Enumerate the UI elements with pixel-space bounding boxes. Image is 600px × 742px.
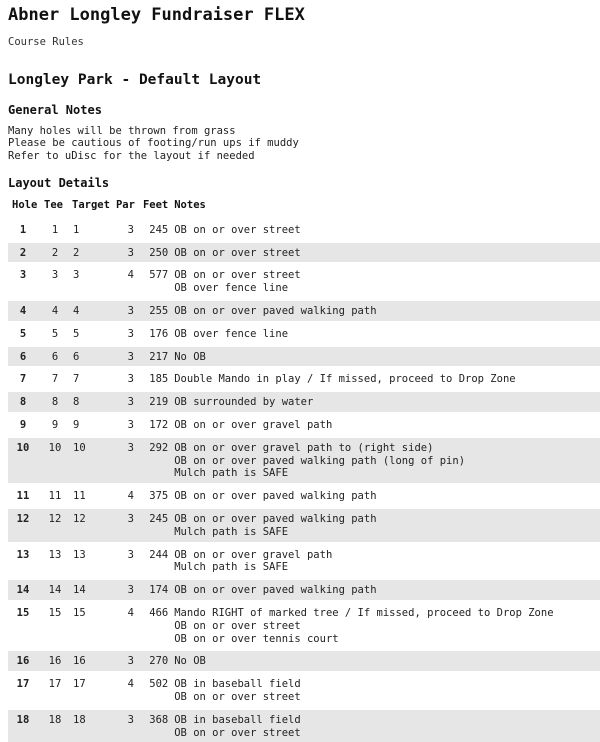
- feet-cell: 270: [140, 650, 171, 673]
- note-line: OB on or over street: [174, 619, 301, 632]
- table-row: [8, 436, 600, 484]
- feet-cell: 172: [140, 414, 171, 437]
- notes-cell: [171, 368, 600, 391]
- table-row: [8, 579, 600, 602]
- table-row: [8, 485, 600, 508]
- hole-cell: 12: [8, 508, 41, 544]
- par-cell: 3: [113, 345, 140, 368]
- hole-cell: 9: [8, 414, 41, 437]
- layout-heading: Layout Details: [8, 175, 110, 190]
- tee-cell: 18: [41, 708, 69, 742]
- par-cell: 3: [113, 508, 140, 544]
- hole-cell: 4: [8, 300, 41, 323]
- table-row: [8, 241, 600, 264]
- tee-cell: 8: [41, 391, 69, 414]
- note-line: OB on or over tennis court: [174, 632, 339, 645]
- notes-cell: [171, 673, 600, 709]
- tee-cell: 9: [41, 414, 69, 437]
- notes-cell: [171, 264, 600, 300]
- target-cell: 10: [69, 436, 113, 484]
- table-header-row: [8, 199, 600, 219]
- notes-cell: [171, 218, 600, 241]
- table-row: [8, 650, 600, 673]
- hole-cell: 3: [8, 264, 41, 300]
- layout-table: [8, 199, 600, 742]
- hole-cell: 17: [8, 673, 41, 709]
- target-cell: 5: [69, 322, 113, 345]
- general-note: Please be cautious of footing/run ups if muddy: [8, 137, 299, 150]
- feet-cell: 245: [140, 508, 171, 544]
- note-line: OB on or over street: [174, 246, 301, 259]
- general-note: Many holes will be thrown from grass: [8, 125, 236, 137]
- notes-cell: [171, 300, 600, 323]
- hole-cell: 2: [8, 241, 41, 264]
- tee-cell: 1: [41, 218, 69, 241]
- notes-cell: [171, 322, 600, 345]
- feet-cell: 368: [140, 708, 171, 742]
- target-cell: 3: [69, 264, 113, 300]
- par-cell: 4: [113, 602, 140, 650]
- table-row: [8, 264, 600, 300]
- table-row: [8, 508, 600, 544]
- feet-cell: 502: [140, 673, 171, 709]
- hole-cell: 18: [8, 708, 41, 742]
- par-cell: 4: [113, 264, 140, 300]
- notes-cell: [171, 508, 600, 544]
- feet-cell: 174: [140, 579, 171, 602]
- par-cell: 3: [113, 579, 140, 602]
- feet-cell: 577: [140, 264, 171, 300]
- feet-cell: 375: [140, 485, 171, 508]
- notes-cell: [171, 345, 600, 368]
- feet-cell: 176: [140, 322, 171, 345]
- target-cell: 14: [69, 579, 113, 602]
- hole-cell: 15: [8, 602, 41, 650]
- note-line: Mulch path is SAFE: [174, 525, 289, 538]
- note-line: Double Mando in play / If missed, proceed to Drop Zone: [174, 373, 516, 386]
- tee-cell: 10: [41, 436, 69, 484]
- column-header-tee: Tee: [44, 198, 63, 211]
- feet-cell: 219: [140, 391, 171, 414]
- feet-cell: 466: [140, 602, 171, 650]
- feet-cell: 292: [140, 436, 171, 484]
- hole-cell: 11: [8, 485, 41, 508]
- notes-cell: [171, 414, 600, 437]
- par-cell: 3: [113, 368, 140, 391]
- notes-cell: [171, 579, 600, 602]
- notes-cell: [171, 391, 600, 414]
- tee-cell: 4: [41, 300, 69, 323]
- column-header-feet: Feet: [142, 198, 169, 211]
- notes-cell: [171, 708, 600, 742]
- tee-cell: 7: [41, 368, 69, 391]
- par-cell: 3: [113, 391, 140, 414]
- note-line: OB over fence line: [174, 282, 289, 295]
- par-cell: 4: [113, 485, 140, 508]
- target-cell: 18: [69, 708, 113, 742]
- par-cell: 3: [113, 241, 140, 264]
- table-row: [8, 391, 600, 414]
- note-line: OB on or over street: [174, 691, 301, 704]
- column-header-par: Par: [115, 198, 135, 211]
- table-body: [8, 218, 600, 742]
- note-line: OB on or over street: [174, 726, 301, 739]
- note-line: Mando RIGHT of marked tree / If missed, proceed to Drop Zone: [174, 607, 554, 620]
- target-cell: 1: [69, 218, 113, 241]
- feet-cell: 185: [140, 368, 171, 391]
- table-row: [8, 602, 600, 650]
- note-line: OB surrounded by water: [174, 396, 314, 409]
- table-row: [8, 345, 600, 368]
- general-notes-heading: General Notes: [8, 103, 102, 117]
- notes-cell: [171, 543, 600, 579]
- tee-cell: 5: [41, 322, 69, 345]
- note-line: OB on or over street: [174, 223, 301, 236]
- note-line: OB on or over paved walking path (long of pin): [174, 454, 466, 467]
- target-cell: 15: [69, 602, 113, 650]
- tee-cell: 17: [41, 673, 69, 709]
- general-note: Refer to uDisc for the layout if needed: [8, 149, 255, 162]
- par-cell: 3: [113, 543, 140, 579]
- target-cell: 6: [69, 345, 113, 368]
- target-cell: 11: [69, 485, 113, 508]
- target-cell: 4: [69, 300, 113, 323]
- par-cell: 3: [113, 218, 140, 241]
- hole-cell: 1: [8, 218, 41, 241]
- table-row: [8, 322, 600, 345]
- note-line: OB on or over paved walking path: [174, 584, 377, 597]
- table-row: [8, 218, 600, 241]
- target-cell: 2: [69, 241, 113, 264]
- hole-cell: 8: [8, 391, 41, 414]
- target-cell: 17: [69, 673, 113, 709]
- hole-cell: 16: [8, 650, 41, 673]
- feet-cell: 217: [140, 345, 171, 368]
- par-cell: 3: [113, 436, 140, 484]
- target-cell: 13: [69, 543, 113, 579]
- feet-cell: 250: [140, 241, 171, 264]
- par-cell: 3: [113, 708, 140, 742]
- hole-cell: 5: [8, 322, 41, 345]
- note-line: Mulch path is SAFE: [174, 467, 289, 480]
- par-cell: 3: [113, 414, 140, 437]
- table-row: [8, 543, 600, 579]
- target-cell: 7: [69, 368, 113, 391]
- hole-cell: 13: [8, 543, 41, 579]
- note-line: OB on or over paved walking path: [174, 305, 377, 318]
- par-cell: 3: [113, 300, 140, 323]
- feet-cell: 255: [140, 300, 171, 323]
- page-title: Abner Longley Fundraiser FLEX: [8, 5, 305, 25]
- tee-cell: 15: [41, 602, 69, 650]
- note-line: OB on or over gravel path: [174, 419, 333, 432]
- hole-cell: 10: [8, 436, 41, 484]
- table-row: [8, 708, 600, 742]
- par-cell: 4: [113, 673, 140, 709]
- note-line: OB in baseball field: [174, 713, 301, 726]
- tee-cell: 12: [41, 508, 69, 544]
- feet-cell: 245: [140, 218, 171, 241]
- section-title: Longley Park - Default Layout: [8, 72, 262, 88]
- hole-cell: 7: [8, 368, 41, 391]
- note-line: OB on or over paved walking path: [174, 490, 377, 503]
- notes-cell: [171, 485, 600, 508]
- tee-cell: 6: [41, 345, 69, 368]
- table-row: [8, 673, 600, 709]
- notes-cell: [171, 602, 600, 650]
- column-header-target: Target: [72, 198, 110, 211]
- target-cell: 12: [69, 508, 113, 544]
- par-cell: 3: [113, 322, 140, 345]
- column-header-notes: Notes: [174, 198, 206, 211]
- tee-cell: 13: [41, 543, 69, 579]
- notes-cell: [171, 241, 600, 264]
- note-line: No OB: [174, 655, 206, 668]
- par-cell: 3: [113, 650, 140, 673]
- notes-cell: [171, 650, 600, 673]
- table-row: [8, 300, 600, 323]
- hole-cell: 6: [8, 345, 41, 368]
- note-line: Mulch path is SAFE: [174, 561, 289, 574]
- hole-cell: 14: [8, 579, 41, 602]
- general-notes: [8, 125, 600, 162]
- note-line: OB on or over street: [174, 269, 301, 282]
- note-line: OB on or over paved walking path: [174, 513, 377, 526]
- note-line: No OB: [174, 350, 206, 363]
- tee-cell: 14: [41, 579, 69, 602]
- target-cell: 8: [69, 391, 113, 414]
- table-row: [8, 414, 600, 437]
- notes-cell: [171, 436, 600, 484]
- feet-cell: 244: [140, 543, 171, 579]
- tee-cell: 2: [41, 241, 69, 264]
- tee-cell: 16: [41, 650, 69, 673]
- tee-cell: 11: [41, 485, 69, 508]
- note-line: OB on or over gravel path to (right side): [174, 441, 434, 454]
- target-cell: 9: [69, 414, 113, 437]
- column-header-hole: Hole: [12, 198, 38, 211]
- target-cell: 16: [69, 650, 113, 673]
- note-line: OB in baseball field: [174, 678, 301, 691]
- table-row: [8, 368, 600, 391]
- note-line: OB on or over gravel path: [174, 548, 333, 561]
- note-line: OB over fence line: [174, 327, 289, 340]
- tee-cell: 3: [41, 264, 69, 300]
- page-subtitle: Course Rules: [8, 36, 84, 48]
